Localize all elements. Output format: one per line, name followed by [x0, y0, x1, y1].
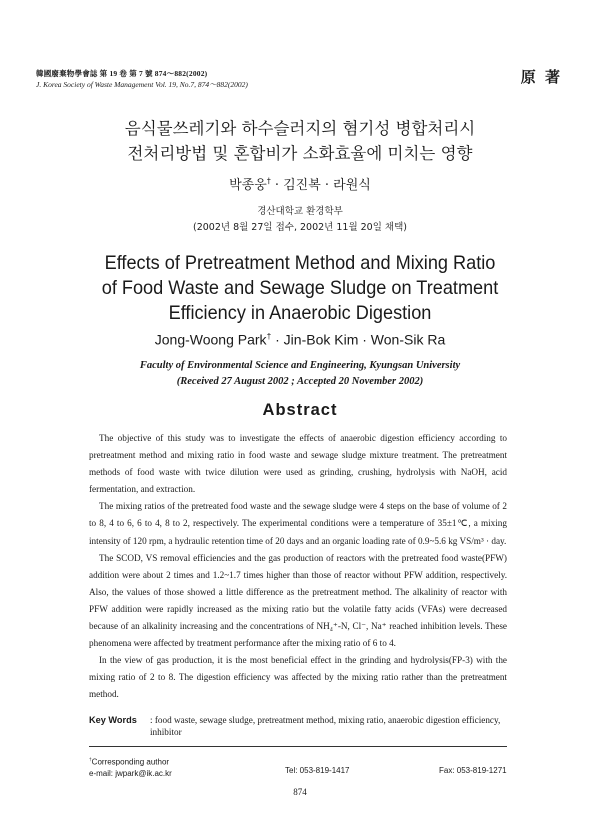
abstract-paragraph: The objective of this study was to investigate the effects of anaerobic digestion efficiency according to pretreatment method and mixing ratio in food waste and sewage sludge mixture treatment. The pretreatment methods of food waste with twice dilution were used as grinding, crushing, hydrolysis with NaOH, acid fermentation, and extraction. [89, 433, 507, 495]
english-first-author: Jong-Woong Park [154, 331, 267, 348]
dagger-mark: † [266, 176, 271, 186]
english-title-line-3: Efficiency in Anaerobic Digestion [168, 302, 432, 324]
page-number: 874 [293, 787, 307, 797]
corresponding-tel: Tel: 053-819-1417 [285, 766, 350, 775]
abstract-paragraph: The SCOD, VS removal efficiencies and the gas production of reactors with the pretreated food waste(PFW) addition were about 2 times and 1.2~1.7 times higher than those of reactor without PFW addition, respectively. Also, the values of those showed a little difference as the pretreatment method. The alkalinity of reactor with PFW addition were rapidly increased as the mixing ratio but the volatile fatty acids (VFAs) were decreased because of an alkalinity increasing and the concentrations of NH₄⁺-N, Cl⁻, Na⁺ reached inhibition levels. These phenomena were affected by treatment performance after the mixing ratio of 6 to 4. [89, 552, 507, 649]
dagger-mark: † [89, 758, 92, 763]
footnote [89, 755, 172, 779]
korean-other-authors: · 김진복 · 라원식 [270, 178, 371, 193]
korean-title-line-2: 전처리방법 및 혼합비가 소화효율에 미치는 영향 [127, 144, 473, 163]
corresponding-email: e-mail: jwpark@ik.ac.kr [89, 768, 172, 778]
keywords-text: : food waste, sewage sludge, pretreatment method, mixing ratio, anaerobic digestion efficiency, inhibitor [150, 715, 501, 737]
journal-header [36, 68, 248, 90]
english-other-authors: · Jin-Bok Kim · Won-Sik Ra [271, 331, 446, 348]
abstract-paragraph: The mixing ratios of the pretreated food waste and the sewage sludge were 4 steps on the base of volume of 2 to 8, 4 to 6, 6 to 4, 8 to 2, respectively. The experimental conditions were a temperature of 35±1℃, a mixing intensity of 120 rpm, a hydraulic retention time of 20 days and an organic loading rate of 0.9~5.6 kg VS/m³ · day. [89, 501, 507, 546]
abstract-heading: Abstract [262, 401, 338, 419]
korean-dates: (2002년 8월 27일 접수, 2002년 11월 20일 채택) [192, 222, 407, 233]
english-affiliation: Faculty of Environmental Science and Engineering, Kyungsan University [139, 360, 461, 371]
english-dates: (Received 27 August 2002 ; Accepted 20 November 2002) [176, 376, 424, 387]
english-title-line-1: Effects of Pretreatment Method and Mixing Ratio [104, 252, 496, 274]
korean-authors [0, 174, 600, 193]
keywords [89, 714, 507, 737]
korean-affiliation: 경산대학교 환경학부 [257, 206, 343, 217]
abstract-paragraph: In the view of gas production, it is the most beneficial effect in the grinding and hydrolysis(FP-3) with the mixing ratio of 2 to 8. The digestion efficiency was affected by the mixing ratio rather than the pretreatment method. [89, 655, 507, 700]
dagger-mark: † [266, 331, 272, 341]
corresponding-author-label: Corresponding author [91, 757, 170, 767]
english-authors [0, 331, 600, 348]
article-type-badge: 原 著 [520, 68, 562, 86]
english-title-line-2: of Food Waste and Sewage Sludge on Treatment [101, 277, 499, 299]
korean-title-line-1: 음식물쓰레기와 하수슬러지의 혐기성 병합처리시 [124, 119, 476, 138]
journal-header-korean: 韓國廢棄物學會誌 第 19 卷 第 7 號 874～882(2002) [36, 69, 208, 78]
corresponding-fax: Fax: 053-819-1271 [439, 766, 507, 775]
abstract-body [89, 430, 507, 704]
footnote-divider [89, 746, 507, 747]
keywords-label: Key Words [89, 715, 137, 725]
journal-header-english: J. Korea Society of Waste Management Vol. 19, No.7, 874～882(2002) [36, 80, 248, 89]
korean-first-author: 박종웅 [229, 178, 267, 193]
